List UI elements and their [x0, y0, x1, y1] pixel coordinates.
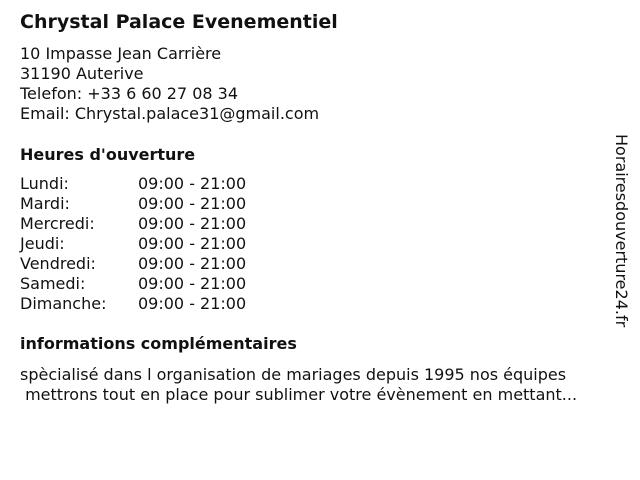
time-range: 09:00 - 21:00: [138, 174, 247, 193]
site-watermark: Horairesdouverture24.fr: [612, 134, 631, 328]
hours-row-saturday: [20, 274, 320, 294]
hours-row-monday: [20, 174, 320, 194]
hours-row-sunday: [20, 294, 320, 314]
day-label: Vendredi:: [20, 254, 96, 273]
business-name: Chrystal Palace Evenementiel: [20, 11, 338, 33]
time-range: 09:00 - 21:00: [138, 254, 247, 273]
address-street: 10 Impasse Jean Carrière: [20, 44, 222, 63]
email-address: Email: Chrystal.palace31@gmail.com: [20, 104, 320, 123]
opening-hours-table: [20, 174, 320, 314]
time-range: 09:00 - 21:00: [138, 214, 247, 233]
hours-row-tuesday: [20, 194, 320, 214]
contact-block: [20, 44, 319, 124]
phone-number: Telefon: +33 6 60 27 08 34: [20, 84, 239, 103]
time-range: 09:00 - 21:00: [138, 274, 247, 293]
additional-info-heading: informations complémentaires: [20, 334, 297, 353]
day-label: Mercredi:: [20, 214, 95, 233]
opening-hours-heading: Heures d'ouverture: [20, 145, 196, 164]
hours-row-wednesday: [20, 214, 320, 234]
business-description: [20, 365, 628, 405]
description-line: mettrons tout en place pour sublimer votre évènement en mettant...: [20, 385, 578, 404]
day-label: Dimanche:: [20, 294, 107, 313]
time-range: 09:00 - 21:00: [138, 194, 247, 213]
day-label: Mardi:: [20, 194, 70, 213]
hours-row-friday: [20, 254, 320, 274]
time-range: 09:00 - 21:00: [138, 234, 247, 253]
day-label: Samedi:: [20, 274, 86, 293]
day-label: Jeudi:: [20, 234, 65, 253]
day-label: Lundi:: [20, 174, 69, 193]
address-city: 31190 Auterive: [20, 64, 144, 83]
time-range: 09:00 - 21:00: [138, 294, 247, 313]
hours-row-thursday: [20, 234, 320, 254]
description-line: spècialisé dans l organisation de mariages depuis 1995 nos équipes: [20, 365, 567, 384]
